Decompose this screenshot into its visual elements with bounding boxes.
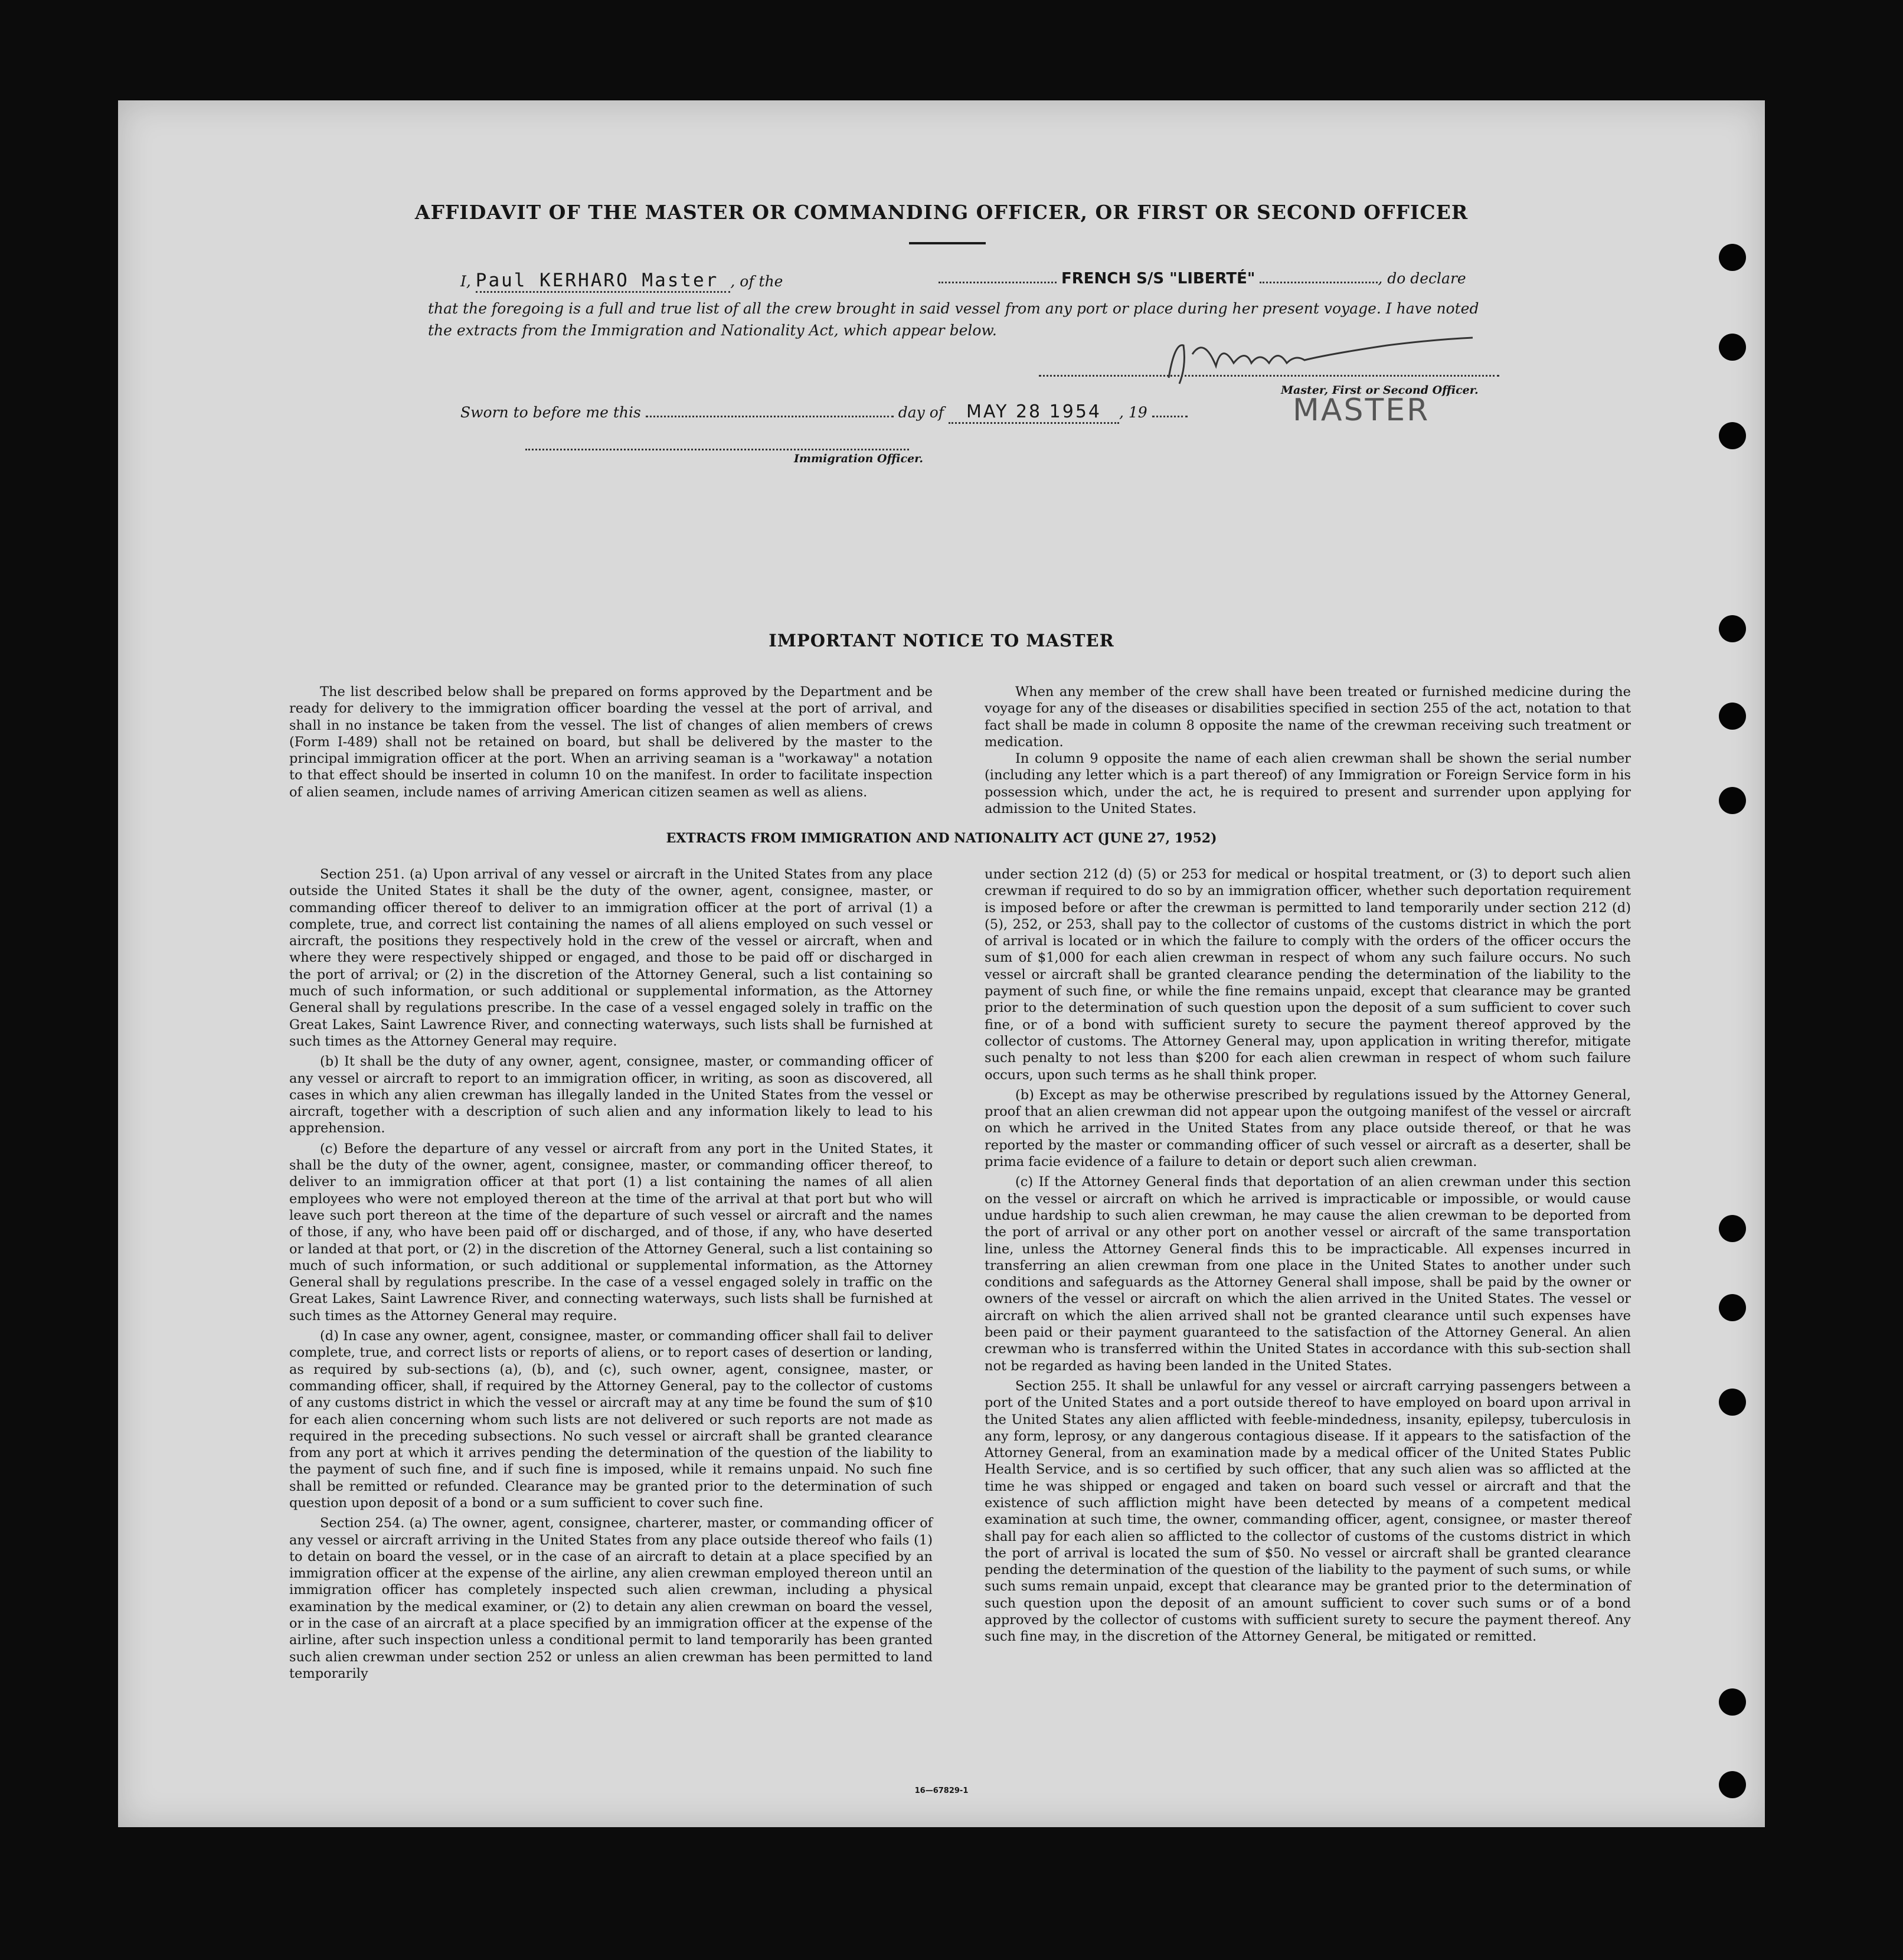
of-the-label: , of the <box>730 273 783 290</box>
vessel-fill-dots <box>939 271 1057 283</box>
act-paragraph: Section 251. (a) Upon arrival of any vessel or aircraft in the United States from any place outside the United States it shall be the duty of the owner, agent, consignee, master, or commanding officer thereof to deliver to an immigration officer at the port of arrival (1) a complete, true, and correct list containing the names of all aliens employed on such vessel or aircraft, the positions they respectively hold in the crew of the vessel or aircraft, when and where they were respectively shipped or engaged, and those to be paid off or discharged in the port of arrival; or (2) in the discretion of the Attorney General, such a list containing so much of such information, or such additional or supplemental information, as the Attorney General shall by regulations prescribe. In the case of a vessel engaged solely in traffic on the Great Lakes, Saint Lawrence River, and connecting waterways, such lists shall be furnished at such times as the Attorney General may require. <box>289 867 933 1049</box>
binder-hole <box>1719 334 1746 361</box>
i-label: I, <box>460 273 471 290</box>
binder-hole <box>1719 1215 1746 1242</box>
declarant-line <box>460 270 783 291</box>
sworn-date: MAY 28 1954 <box>949 401 1119 424</box>
form-number: 16—67829-1 <box>914 1786 969 1795</box>
act-paragraph: Section 254. (a) The owner, agent, consignee, charterer, master, or commanding officer of any vessel or aircraft arriving in the United States from any place outside thereof who fails (1) to detain on board the vessel, or in the case of an aircraft to detain at a place specified by an immigration officer at the expense of the airline, any alien crewman employed thereon until an immigration officer has completely inspected such alien crewman, including a physical examination by the medical examiner, or (2) to detain any alien crewman on board the vessel, or in the case of an aircraft at a place specified by an immigration officer at the expense of the airline, after such inspection unless a conditional permit to land temporarily has been granted such alien crewman under section 252 or unless an alien crewman has been permitted to land temporarily <box>289 1515 933 1681</box>
officer-dots <box>525 438 909 450</box>
act-paragraph: (b) It shall be the duty of any owner, agent, consignee, master, or commanding officer of any vessel or aircraft to report to an immigration officer, in writing, as soon as discovered, all cases in which any alien crewman has illegally landed in the United States from the vessel or aircraft, together with a description of such alien and any information likely to lead to his apprehension. <box>289 1054 933 1136</box>
signature-line <box>1039 363 1499 380</box>
sworn-label: Sworn to before me this <box>460 404 641 421</box>
act-paragraph: Section 255. It shall be unlawful for any vessel or aircraft carrying passengers between a port of the United States and a port outside thereof to have employed on board upon arrival in the United States any alien afflicted with feeble-mindedness, insanity, epilepsy, tuberculosis in any form, leprosy, or any dangerous contagious disease. If it appears to the satisfaction of the Attorney General, from an examination made by a medical officer of the United States Public Health Service, and is so certified by such officer, that any such alien was so afflicted at the time he was shipped or engaged and taken on board such vessel or aircraft and that the existence of such affliction might have been detected by means of a competent medical examination at such time, the owner, commanding officer, agent, consignee, or master thereof shall pay for each alien so afflicted to the collector of customs of the customs district in which the port of arrival is located the sum of $50. No vessel or aircraft shall be granted clearance pending the determination of the question of the liability to the payment of such sums, or while such sums remain unpaid, except that clearance may be granted prior to the determination of such question upon the deposit of an amount sufficient to cover such sums or of a bond approved by the collector of customs with sufficient surety to secure the payment thereof. Any such fine may, in the discretion of the Attorney General, be mitigated or remitted. <box>985 1378 1631 1645</box>
notice-paragraph: In column 9 opposite the name of each alien crewman shall be shown the serial number (including any letter which is a part thereof) of any Immigration or Foreign Service form in his possession which, under the act, he is required to present and surrender upon applying for admission to the United States. <box>985 751 1631 817</box>
officer-signature-line <box>525 437 909 454</box>
vessel-name: FRENCH S/S "LIBERTÉ" <box>1061 270 1255 288</box>
year-prefix: , 19 <box>1119 404 1147 421</box>
extracts-right-column <box>985 866 1631 1649</box>
act-paragraph: under section 212 (d) (5) or 253 for medical or hospital treatment, or (3) to deport such alien crewman if required to do so by an immigration officer, whether such deportation requirement is imposed before or after the crewman is permitted to land temporarily under section 212 (d) (5), 252, or 253, shall pay to the collector of customs of the customs district in which the port of arrival is located or in which the failure to comply with the orders of the officer occurs the sum of $1,000 for each alien crewman in respect of whom any such failure occurs. No such vessel or aircraft shall be granted clearance pending the determination of the liability to the payment of such fine, or while the fine remains unpaid, except that clearance may be granted prior to the determination of such question upon the deposit of a sum sufficient to cover such fine, or of a bond with sufficient surety to secure the payment thereof approved by the collector of customs. The Attorney General may, upon application in writing therefor, mitigate such penalty to not less than $200 for each alien crewman in respect of whom such failure occurs, upon such terms as he shall think proper. <box>985 867 1631 1083</box>
notice-left-column <box>289 684 933 804</box>
master-stamp: MASTER <box>1293 393 1430 428</box>
day-of-label: day of <box>898 404 944 421</box>
extracts-left-column <box>289 866 933 1685</box>
signature-caption: Master, First or Second Officer. <box>1281 384 1479 397</box>
binder-hole <box>1719 787 1746 814</box>
notice-right-column <box>985 684 1631 821</box>
declaration-line-2: the extracts from the Immigration and Nationality Act, which appear below. <box>428 322 997 339</box>
do-declare-label: , do declare <box>1378 270 1466 287</box>
binder-hole <box>1719 244 1746 271</box>
sworn-dots <box>646 405 894 417</box>
signature-dots <box>1039 364 1499 377</box>
binder-hole <box>1719 422 1746 449</box>
binder-hole <box>1719 1294 1746 1321</box>
vessel-fill-dots <box>1260 271 1378 283</box>
act-paragraph: (c) Before the departure of any vessel or aircraft from any port in the United States, it shall be the duty of the owner, agent, consignee, master, or commanding officer thereof, to deliver to an immigration officer at that port (1) a list containing the names of all alien employees who were not employed thereon at the time of the arrival at that port but who will leave such port thereon at the time of the departure of such vessel or aircraft and the names of those, if any, who have been paid off or discharged, and of those, if any, who have deserted or landed at that port, or (2) in the discretion of the Attorney General, such a list containing so much of such information, or such additional or supplemental information, as the Attorney General shall by regulations prescribe. In the case of a vessel engaged solely in traffic on the Great Lakes, Saint Lawrence River, and connecting waterways, such lists shall be furnished at such times as the Attorney General may require. <box>289 1141 933 1324</box>
act-paragraph: (c) If the Attorney General finds that deportation of an alien crewman under this section on the vessel or aircraft on which he arrived is impracticable or impossible, or would cause undue hardship to such alien crewman, he may cause the alien crewman to be deported from the port of arrival or any other port on another vessel or aircraft of the same transportation line, unless the Attorney General finds this to be impracticable. All expenses incurred in transferring an alien crewman from one place in the United States to another under such conditions and safeguards as the Attorney General shall impose, shall be paid by the owner or owners of the vessel or aircraft on which the alien arrived in the United States. The vessel or aircraft on which the alien arrived shall not be granted clearance until such expenses have been paid or their payment guaranteed to the satisfaction of the Attorney General. An alien crewman who is transferred within the United States in accordance with this sub-section shall not be regarded as having been landed in the United States. <box>985 1174 1631 1374</box>
binder-hole <box>1719 1389 1746 1416</box>
declarant-name: Paul KERHARO Master <box>476 270 731 293</box>
act-paragraph: (b) Except as may be otherwise prescribed by regulations issued by the Attorney General, proof that an alien crewman did not appear upon the outgoing manifest of the vessel or aircraft on which he arrived in the United States from any place outside thereof, or that he was reported by the master or commanding officer of such vessel or aircraft as a deserter, shall be prima facie evidence of a failure to detain or deport such alien crewman. <box>985 1087 1631 1170</box>
binder-hole <box>1719 703 1746 730</box>
title-underline <box>909 242 986 244</box>
year-dots <box>1152 405 1188 417</box>
act-paragraph: (d) In case any owner, agent, consignee, master, or commanding officer shall fail to deliver complete, true, and correct lists or reports of aliens, or to report cases of desertion or landing, as required by sub-sections (a), (b), and (c), such owner, agent, consignee, master, or commanding officer, shall, if required by the Attorney General, pay to the collector of customs of any customs district in which the vessel or aircraft may at any time be found the sum of $10 for each alien concerning whom such lists are not delivered or such reports are not made as required in the preceding subsections. No such vessel or aircraft shall be granted clearance from any port at which it arrives pending the determination of the question of the liability to the payment of such fine, and if such fine is imposed, while it remains unpaid. No such fine shall be remitted or refunded. Clearance may be granted prior to the determination of such question upon deposit of a bond or a sum sufficient to cover such fine. <box>289 1328 933 1511</box>
declaration-line-1: that the foregoing is a full and true list of all the crew brought in said vessel from any port or place during her present voyage. I have noted <box>428 300 1479 317</box>
extracts-title: EXTRACTS FROM IMMIGRATION AND NATIONALITY ACT (JUNE 27, 1952) <box>666 831 1217 846</box>
notice-paragraph: The list described below shall be prepared on forms approved by the Department and be ready for delivery to the immigration officer boarding the vessel at the port of arrival, and shall in no instance be taken from the vessel. The list of changes of alien members of crews (Form I-489) shall not be retained on board, but shall be delivered by the master to the principal immigration officer at the port. When an arriving seaman is a "workaway" a notation to that effect should be inserted in column 10 on the manifest. In order to facilitate inspection of alien seamen, include names of arriving American citizen seamen as well as aliens. <box>289 684 933 800</box>
vessel-line <box>939 270 1466 288</box>
officer-caption: Immigration Officer. <box>794 452 924 465</box>
affidavit-title: AFFIDAVIT OF THE MASTER OR COMMANDING OFFICER, OR FIRST OR SECOND OFFICER <box>414 201 1469 224</box>
document-page <box>118 100 1765 1827</box>
notice-title: IMPORTANT NOTICE TO MASTER <box>769 631 1114 651</box>
sworn-line <box>460 401 1188 422</box>
binder-hole <box>1719 1688 1746 1716</box>
notice-paragraph: When any member of the crew shall have been treated or furnished medicine during the voyage for any of the diseases or disabilities specified in section 255 of the act, notation to that fact shall be made in column 8 opposite the name of the crewman receiving such treatment or medication. <box>985 684 1631 750</box>
